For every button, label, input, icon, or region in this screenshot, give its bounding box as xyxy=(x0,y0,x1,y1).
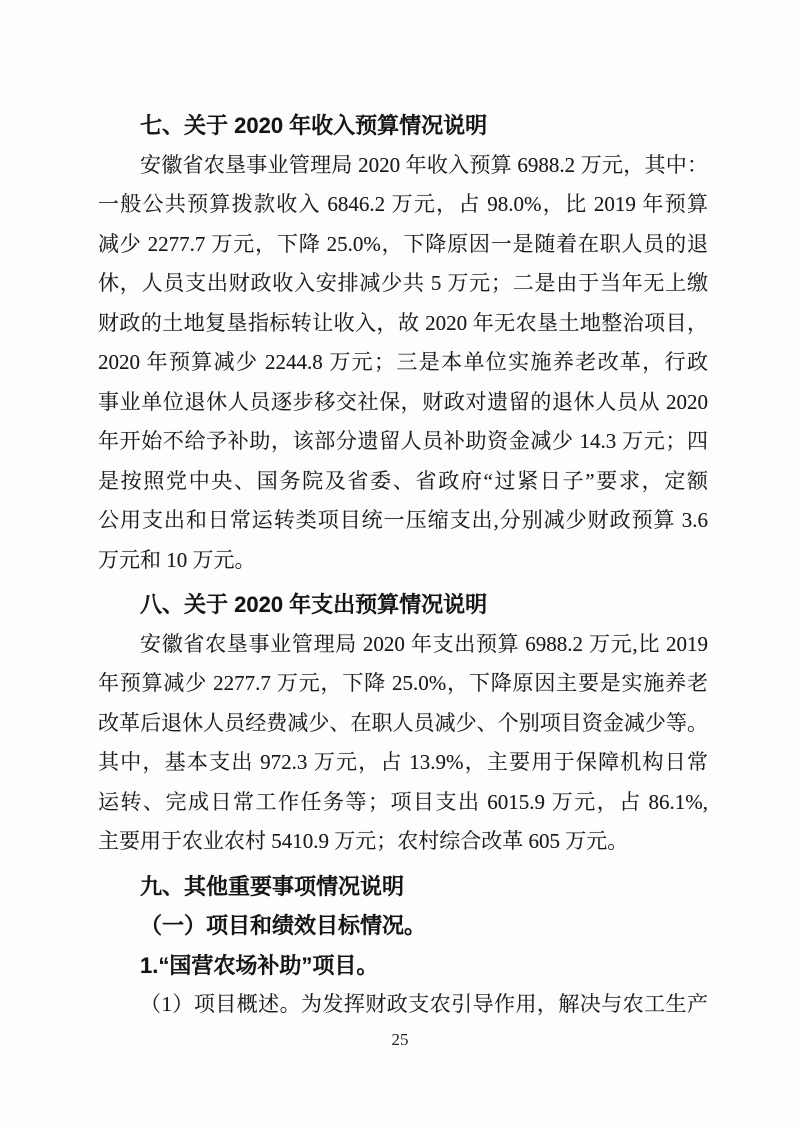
text-line: 一般公共预算拨款收入 6846.2 万元，占 98.0%，比 2019 年预算 xyxy=(98,192,708,216)
text-line: （1）项目概述。为发挥财政支农引导作用，解决与农工生产 xyxy=(140,992,708,1016)
text-line: 其中，基本支出 972.3 万元，占 13.9%，主要用于保障机构日常 xyxy=(98,750,708,774)
project-state-farm-subsidy-heading: 1.“国营农场补助”项目。 xyxy=(140,952,379,978)
text-line: 安徽省农垦事业管理局 2020 年支出预算 6988.2 万元,比 2019 xyxy=(140,631,708,656)
document-body xyxy=(98,101,708,1025)
text-line: 2020 年预算减少 2244.8 万元；三是本单位实施养老改革，行政 xyxy=(98,350,708,374)
section-8-heading: 八、关于 2020 年支出预算情况说明 xyxy=(140,592,488,617)
text-line: 年预算减少 2277.7 万元，下降 25.0%，下降原因主要是实施养老 xyxy=(98,671,708,695)
text-line: 万元和 10 万元。 xyxy=(98,547,256,572)
text-line: 安徽省农垦事业管理局 2020 年收入预算 6988.2 万元，其中： xyxy=(140,152,708,177)
text-line: 是按照党中央、国务院及省委、省政府“过紧日子”要求，定额 xyxy=(98,468,708,493)
text-line: 主要用于农业农村 5410.9 万元；农村综合改革 605 万元。 xyxy=(98,829,629,853)
section-7-heading: 七、关于 2020 年收入预算情况说明 xyxy=(140,113,488,138)
text-line: 财政的土地复垦指标转让收入，故 2020 年无农垦土地整治项目， xyxy=(98,310,708,335)
text-line: 年开始不给予补助，该部分遗留人员补助资金减少 14.3 万元；四 xyxy=(98,429,708,453)
page-number: 25 xyxy=(391,1030,409,1049)
text-line: 休，人员支出财政收入安排减少共 5 万元；二是由于当年无上缴 xyxy=(98,271,708,295)
subsection-project-performance-heading: （一）项目和绩效目标情况。 xyxy=(140,913,427,938)
text-line: 公用支出和日常运转类项目统一压缩支出,分别减少财政预算 3.6 xyxy=(98,508,708,532)
text-line: 运转、完成日常工作任务等；项目支出 6015.9 万元，占 86.1%, xyxy=(98,789,708,814)
text-line: 减少 2277.7 万元，下降 25.0%，下降原因一是随着在职人员的退 xyxy=(98,231,708,256)
text-line: 改革后退休人员经费减少、在职人员减少、个别项目资金减少等。 xyxy=(98,710,708,735)
section-9-heading: 九、其他重要事项情况说明 xyxy=(140,873,405,899)
text-line: 事业单位退休人员逐步移交社保，财政对遗留的退休人员从 2020 xyxy=(98,389,708,414)
